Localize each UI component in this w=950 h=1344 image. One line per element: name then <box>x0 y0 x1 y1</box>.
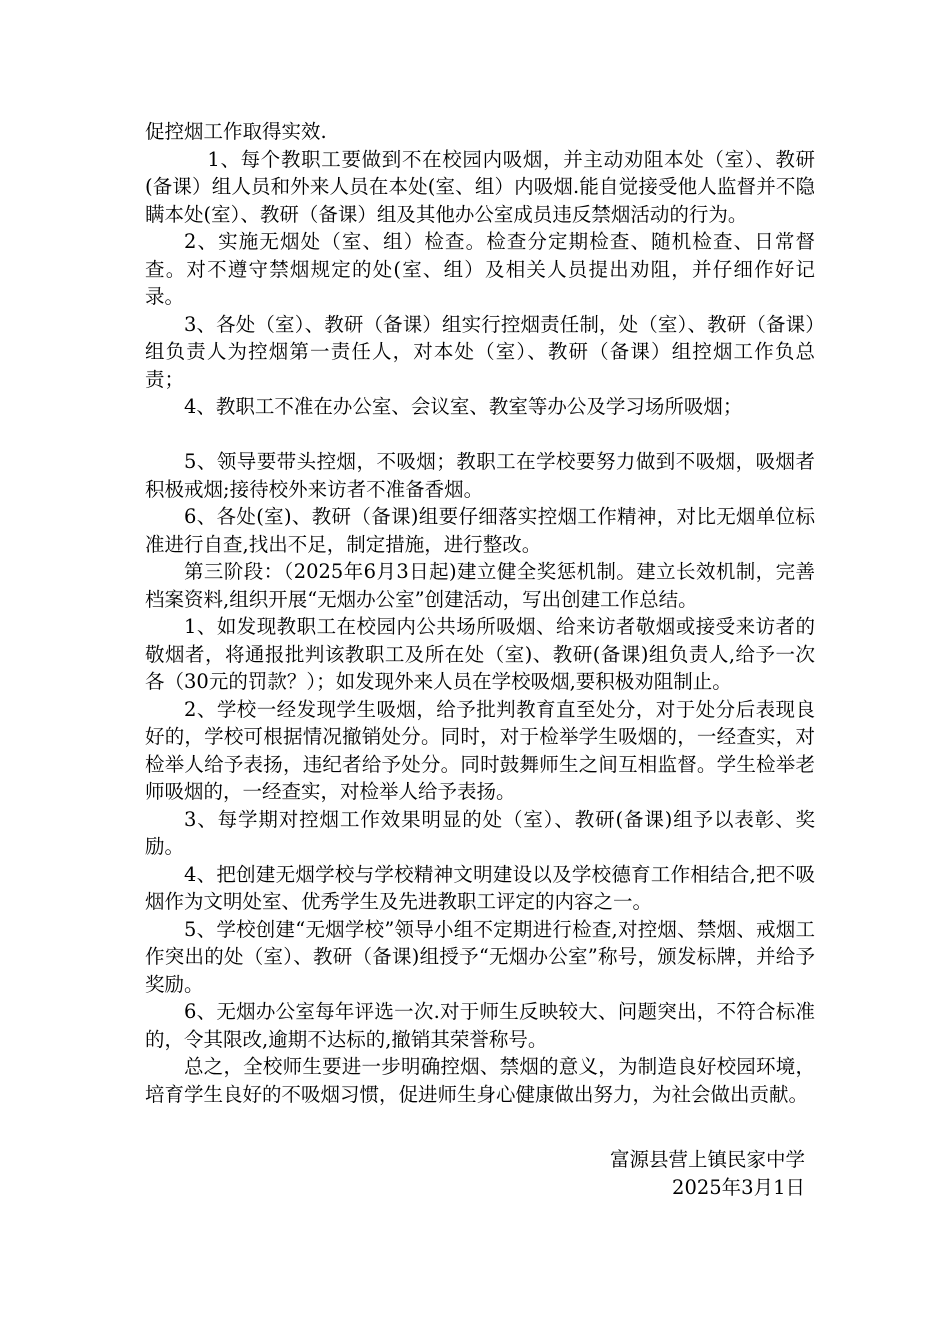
paragraph-measure-5: 5、领导要带头控烟，不吸烟；教职工在学校要努力做到不吸烟，吸烟者积极戒烟;接待校外来访者不准备香烟。 <box>145 450 815 501</box>
paragraph-continuation: 促控烟工作取得实效. <box>145 120 327 143</box>
paragraph-rule-5: 5、学校创建“无烟学校”领导小组不定期进行检查,对控烟、禁烟、戒烟工作突出的处（室）、教研（备课)组授予“无烟办公室”称号，颁发标牌，并给予奖励。 <box>145 917 815 996</box>
paragraph-measure-2: 2、实施无烟处（室、组）检查。检查分定期检查、随机检查、日常督查。对不遵守禁烟规定的处(室、组）及相关人员提出劝阻，并仔细作好记录。 <box>145 230 815 308</box>
paragraph-rule-3: 3、每学期对控烟工作效果明显的处（室）、教研(备课)组予以表彰、奖励。 <box>145 807 815 858</box>
document-body <box>145 118 815 1108</box>
paragraph-measure-3: 3、各处（室）、教研（备课）组实行控烟责任制，处（室）、教研（备课）组负责人为控烟第一责任人，对本处（室）、教研（备课）组控烟工作负总责； <box>145 312 815 391</box>
signature-organization: 富源县营上镇民家中学 <box>609 1148 805 1171</box>
paragraph-measure-6: 6、各处(室)、教研（备课)组要仔细落实控烟工作精神，对比无烟单位标准进行自查,找出不足，制定措施，进行整改。 <box>145 505 815 556</box>
signature-date: 2025年3月1日 <box>672 1175 805 1199</box>
paragraph-rule-2: 2、学校一经发现学生吸烟，给予批判教育直至处分，对于处分后表现良好的，学校可根据情况撤销处分。同时，对于检举学生吸烟的，一经查实，对检举人给予表扬，违纪者给予处分。同时鼓舞师生之间互相监督。学生检举老师吸烟的，一经查实，对检举人给予表扬。 <box>145 697 815 803</box>
paragraph-stage-three: 第三阶段：（2025年6月3日起)建立健全奖惩机制。建立长效机制，完善档案资料,组织开展“无烟办公室”创建活动，写出创建工作总结。 <box>145 560 815 611</box>
paragraph-rule-4: 4、把创建无烟学校与学校精神文明建设以及学校德育工作相结合,把不吸烟作为文明处室、优秀学生及先进教职工评定的内容之一。 <box>145 862 815 913</box>
paragraph-rule-1: 1、如发现教职工在校园内公共场所吸烟、给来访者敬烟或接受来访者的敬烟者，将通报批判该教职工及所在处（室)、教研(备课)组负责人,给予一次各（30元的罚款？）；如发现外来人员在学校吸烟,要积极劝阻制止。 <box>145 615 815 693</box>
paragraph-conclusion: 总之，全校师生要进一步明确控烟、禁烟的意义，为制造良好校园环境，培育学生良好的不吸烟习惯，促进师生身心健康做出努力，为社会做出贡献。 <box>145 1055 815 1106</box>
paragraph-rule-6: 6、无烟办公室每年评选一次.对于师生反映较大、问题突出，不符合标准的，令其限改,逾期不达标的,撤销其荣誉称号。 <box>145 1000 815 1051</box>
signature-block <box>610 1146 805 1201</box>
paragraph-measure-4: 4、教职工不准在办公室、会议室、教室等办公及学习场所吸烟； <box>184 395 743 418</box>
paragraph-measure-1: 1、每个教职工要做到不在校园内吸烟，并主动劝阻本处（室）、教研(备课）组人员和外来人员在本处(室、组）内吸烟.能自觉接受他人监督并不隐瞒本处(室）、教研（备课）组及其他办公室成员违反禁烟活动的行为。 <box>145 147 815 226</box>
